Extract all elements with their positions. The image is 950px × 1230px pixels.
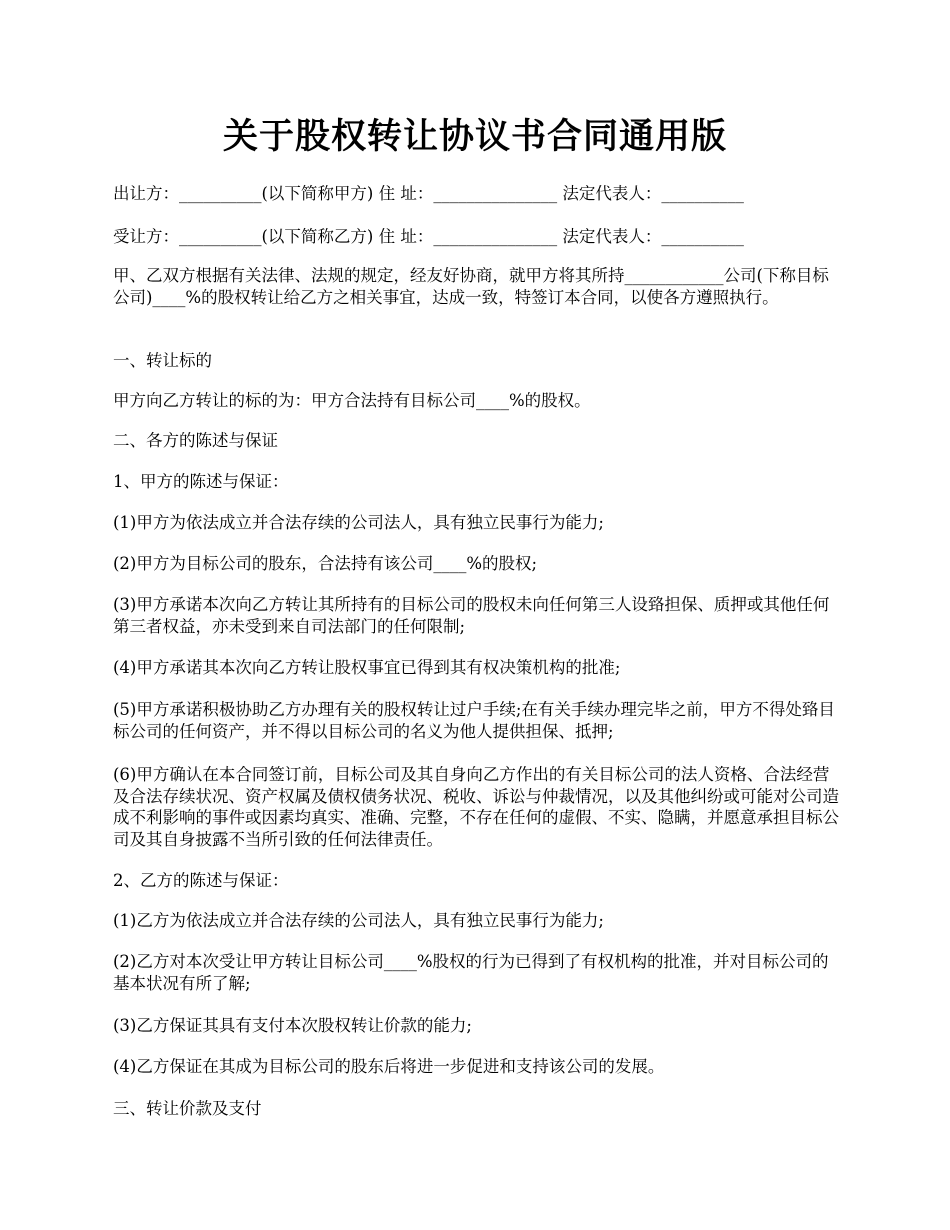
clause-paragraph: (6)甲方确认在本合同签订前，目标公司及其自身向乙方作出的有关目标公司的法人资格、合法经营及合法存续状况、资产权属及债权债务状况、税收、诉讼与仲裁情况，以及其他纠纷或可能对公司造成不利影响的事件或因素均真实、准确、完整，不存在任何的虚假、不实、隐瞒，并愿意承担目标公司及其自身披露不当所引致的任何法律责任。 bbox=[113, 765, 839, 849]
document-title: 关于股权转让协议书合同通用版 bbox=[222, 116, 727, 157]
section-heading-3: 三、转让价款及支付 bbox=[113, 1099, 262, 1118]
section-heading-1: 一、转让标的 bbox=[113, 351, 212, 370]
subsection-heading: 2、乙方的陈述与保证： bbox=[113, 871, 289, 890]
preamble-paragraph: 甲、乙双方根据有关法律、法规的规定，经友好协商，就甲方将其所持____________公司(下称目标公司)____%的股权转让给乙方之相关事宜，达成一致，特签订本合同，以使各方遵照执行。 bbox=[113, 266, 829, 307]
section-heading-2: 二、各方的陈述与保证 bbox=[113, 431, 278, 450]
clause-paragraph: (5)甲方承诺积极协助乙方办理有关的股权转让过户手续;在有关手续办理完毕之前，甲方不得处臵目标公司的任何资产，并不得以目标公司的名义为他人提供担保、抵押; bbox=[113, 700, 835, 741]
transferee-line: 受让方：__________(以下简称乙方) 住 址：_______________ 法定代表人：__________ bbox=[113, 227, 744, 246]
clause-paragraph: 甲方向乙方转让的标的为：甲方合法持有目标公司____%的股权。 bbox=[113, 391, 591, 410]
clause-paragraph: (2)乙方对本次受让甲方转让目标公司____%股权的行为已得到了有权机构的批准，并对目标公司的基本状况有所了解; bbox=[113, 952, 829, 993]
clause-paragraph: (3)甲方承诺本次向乙方转让其所持有的目标公司的股权未向任何第三人设臵担保、质押或其他任何第三者权益，亦未受到来自司法部门的任何限制; bbox=[113, 595, 830, 636]
clause-paragraph: (4)甲方承诺其本次向乙方转让股权事宜已得到其有权决策机构的批准; bbox=[113, 658, 621, 677]
clause-paragraph: (4)乙方保证在其成为目标公司的股东后将进一步促进和支持该公司的发展。 bbox=[113, 1057, 665, 1076]
clause-paragraph: (1)甲方为依法成立并合法存续的公司法人，具有独立民事行为能力; bbox=[113, 513, 604, 532]
clause-paragraph: (1)乙方为依法成立并合法存续的公司法人，具有独立民事行为能力; bbox=[113, 911, 604, 930]
clause-paragraph: (2)甲方为目标公司的股东，合法持有该公司____%的股权; bbox=[113, 554, 538, 573]
subsection-heading: 1、甲方的陈述与保证： bbox=[113, 472, 289, 491]
clause-paragraph: (3)乙方保证其具有支付本次股权转让价款的能力; bbox=[113, 1016, 472, 1035]
transferor-line: 出让方：__________(以下简称甲方) 住 址：_______________ 法定代表人：__________ bbox=[113, 184, 744, 203]
